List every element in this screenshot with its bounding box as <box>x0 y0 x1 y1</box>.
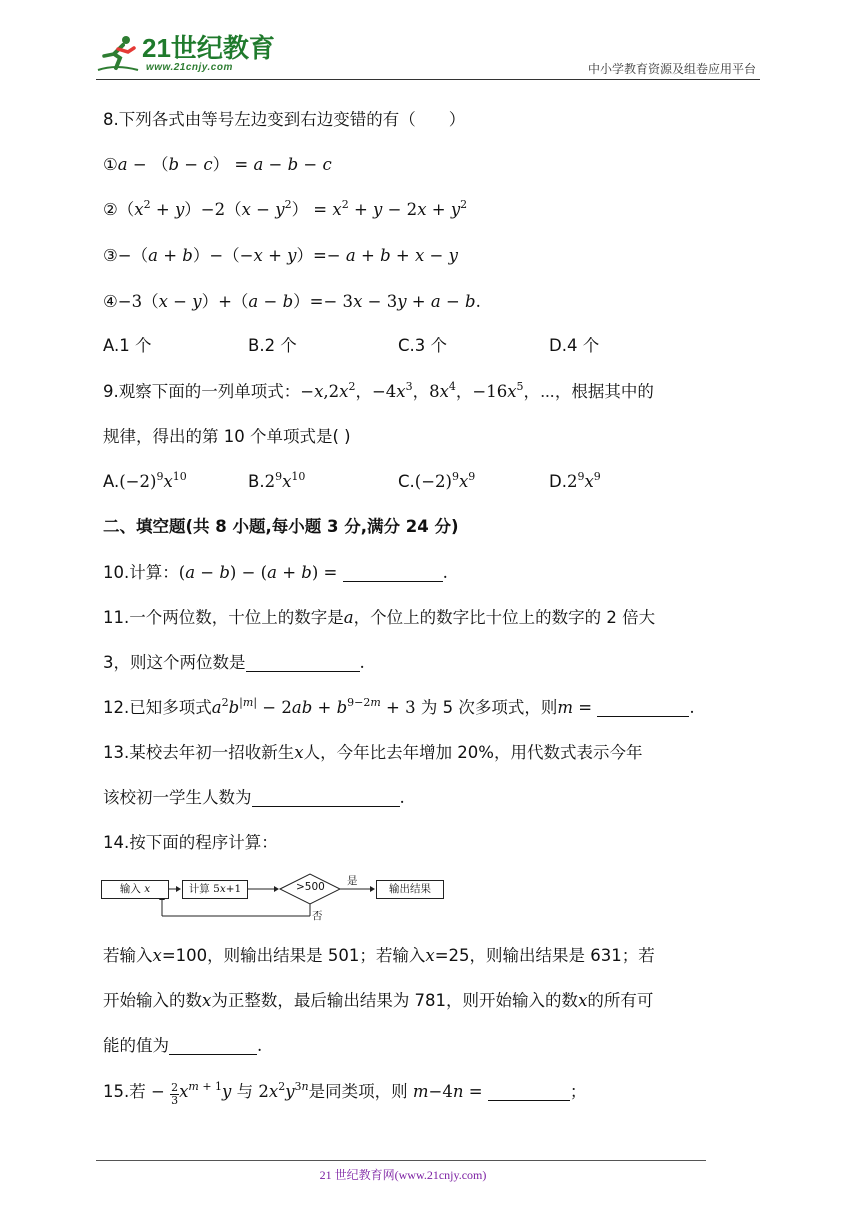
q8-item-2: $②(x^2 + y)-2(x - y^2) = x^2 + y - 2x + y^2$ <box>103 198 468 219</box>
q8-item-1: ①a − （b − c） = a − b − c <box>103 155 332 174</box>
runner-icon <box>96 34 140 74</box>
flow-no-label: 否 <box>312 910 323 922</box>
q9-stem-text: 9.观察下面的一列单项式： <box>103 382 301 401</box>
q12: 12.已知多项式$a^2b^{|m|} - 2ab + b^{9-2m} + 3$ 为 5 次多项式，则m = . <box>103 696 695 717</box>
item-number: ③ <box>103 246 118 265</box>
q12-text: 12.已知多项式 <box>103 698 212 717</box>
q8-option-c: C.3 个 <box>398 336 448 355</box>
option-letter: D. <box>549 472 567 491</box>
answer-blank[interactable] <box>246 653 360 672</box>
q8-item-4: ④−3（x − y）+（a − b）=− 3x − 3y + a − b. <box>103 292 481 311</box>
q9-option-c: $C.(-2)^9x^9$ <box>398 470 476 491</box>
q14-text-g: 能的值为 <box>103 1036 169 1055</box>
option-letter: C. <box>398 472 415 491</box>
program-flowchart <box>100 870 445 926</box>
q14-text-b: =100，则输出结果是 501；若输入 <box>161 946 426 965</box>
section-title: 二、填空题(共 8 小题,每小题 3 分,满分 24 分) <box>103 517 459 536</box>
answer-blank[interactable] <box>343 563 443 582</box>
q9-stem-text-b: ，根据其中的 <box>554 382 654 401</box>
q14-text-f: 的所有可 <box>587 991 654 1010</box>
flow-output-box: 输出结果 <box>376 880 444 899</box>
q8-item-3: ③−（a + b）−（−x + y）=− a + b + x − y <box>103 246 458 265</box>
q8-option-d: D.4 个 <box>549 336 600 355</box>
q15: 15.若 − $\frac{2}{3}$ $x^{m + 1}y$ 与 $2x^2y^{3n}$是同类项，则 m−4n = ； <box>103 1080 587 1107</box>
q14-text-d: 开始输入的数 <box>103 991 202 1010</box>
header-tagline: 中小学教育资源及组卷应用平台 <box>587 62 756 76</box>
header-divider <box>96 79 760 80</box>
q11-text-b: ，个位上的数字比十位上的数字的 2 倍大 <box>353 608 656 627</box>
fraction-two-thirds: $\frac{2}{3}$ <box>171 1081 179 1107</box>
flow-condition: >500 <box>296 881 325 893</box>
q11-line2: 3，则这个两位数是 . <box>103 653 365 672</box>
answer-blank[interactable] <box>169 1036 257 1055</box>
q8-stem: 8.下列各式由等号左边变到右边变错的有（ ） <box>103 110 466 129</box>
answer-blank[interactable] <box>252 788 400 807</box>
q8-option-b: B.2 个 <box>248 336 297 355</box>
q9-stem-line2: 规律，得出的第 10 个单项式是( ) <box>103 427 351 446</box>
q15-tail: ； <box>569 1082 587 1101</box>
page-header <box>96 32 760 78</box>
item-number: ④ <box>103 292 118 311</box>
flow-yes-label: 是 <box>347 875 358 887</box>
logo-url: www.21cnjy.com <box>146 62 233 73</box>
q14-line3: 能的值为 . <box>103 1036 263 1055</box>
q14-text-e: 为正整数，最后输出结果为 781，则开始输入的数 <box>211 991 579 1010</box>
q8-option-a: A.1 个 <box>103 336 152 355</box>
q12-text-b: 为 5 次多项式，则 <box>420 698 558 717</box>
q10: 10.计算：(a − b) − (a + b) = . <box>103 563 448 582</box>
answer-blank[interactable] <box>597 698 689 717</box>
q13-text-b: 人，今年比去年增加 20%，用代数式表示今年 <box>303 743 643 762</box>
q9-option-a: $A.(-2)^9x^{10}$ <box>103 470 187 491</box>
q14-line2: 开始输入的数x为正整数，最后输出结果为 781，则开始输入的数x的所有可 <box>103 991 654 1010</box>
q9-stem-line1: 9.观察下面的一列单项式：$-x,2x^2$，$-4x^3$，$8x^4$，$-16x^5$，⋯，根据其中的 <box>103 380 654 401</box>
site-logo <box>96 32 275 78</box>
q15-text-b: 与 <box>236 1082 254 1101</box>
item-number: ② <box>103 200 118 219</box>
q15-text-c: 是同类项，则 <box>308 1082 408 1101</box>
q15-text: 15.若 <box>103 1082 146 1101</box>
flow-input-label: 输入 <box>119 883 141 895</box>
option-letter: A. <box>103 472 120 491</box>
option-letter: B. <box>248 472 265 491</box>
q14-text: 若输入 <box>103 946 153 965</box>
q11-line1: 11.一个两位数，十位上的数字是a，个位上的数字比十位上的数字的 2 倍大 <box>103 608 656 627</box>
q14-text-c: =25，则输出结果是 631；若 <box>434 946 655 965</box>
q13-text: 13.某校去年初一招收新生 <box>103 743 295 762</box>
logo-text: 21世纪教育 <box>142 33 275 63</box>
q14-stem: 14.按下面的程序计算： <box>103 833 278 852</box>
q14-line1: 若输入x=100，则输出结果是 501；若输入x=25，则输出结果是 631；若 <box>103 946 655 965</box>
q9-option-d: $D.2^9x^9$ <box>549 470 601 491</box>
q10-text: 10.计算： <box>103 563 179 582</box>
answer-blank[interactable] <box>488 1082 570 1101</box>
flow-calc-label: 计算 <box>188 883 210 895</box>
q13-text-line2: 该校初一学生人数为 <box>103 788 252 807</box>
q11-text-line2: 3，则这个两位数是 <box>103 653 246 672</box>
page-footer: 21 世纪教育网(www.21cnjy.com) <box>319 1168 487 1182</box>
q13-line1: 13.某校去年初一招收新生x人，今年比去年增加 20%，用代数式表示今年 <box>103 743 643 762</box>
flow-calc-box: 计算 5x+1 <box>182 880 248 899</box>
q9-option-b: $B.2^9x^{10}$ <box>248 470 306 491</box>
footer-divider <box>96 1160 706 1161</box>
q13-line2: 该校初一学生人数为 . <box>103 788 405 807</box>
item-number: ① <box>103 155 118 174</box>
q11-text: 11.一个两位数，十位上的数字是 <box>103 608 344 627</box>
flow-input-box: 输入 x <box>101 880 169 899</box>
